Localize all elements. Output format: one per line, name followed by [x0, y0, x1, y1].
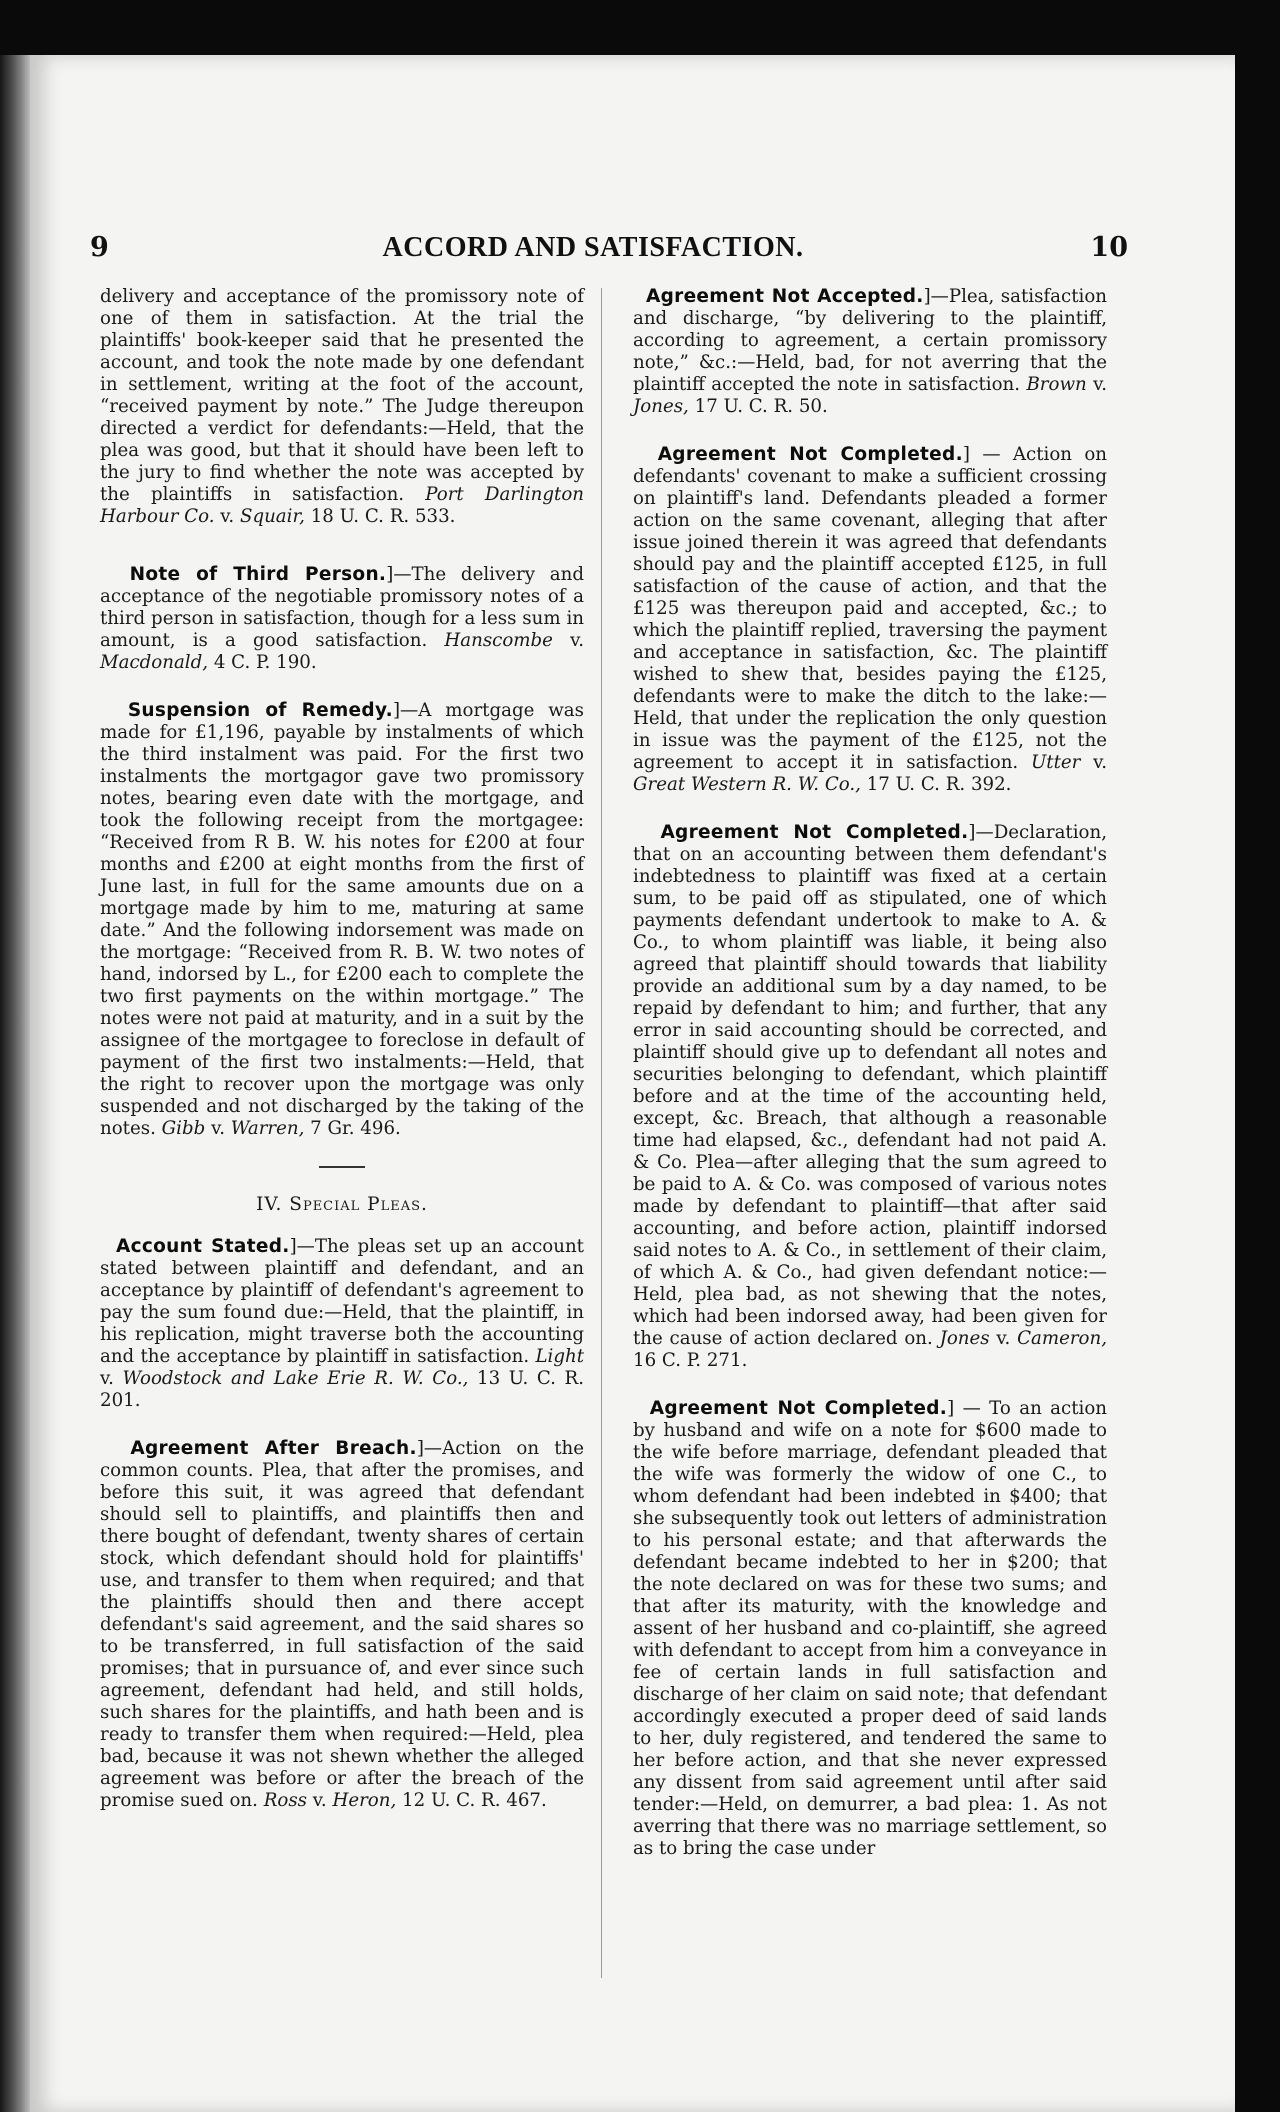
entry-account-stated [100, 1236, 584, 1412]
case-name: Hanscombe [444, 630, 553, 651]
entry-text: ]—The delivery and acceptance of the negotiable promissory notes of a third person in satisfaction, though for a less sum in amount, is a good satisfaction. [100, 564, 584, 651]
case-name: Ross [263, 1790, 308, 1811]
page-number-left: 9 [90, 232, 109, 263]
case-name-2: Macdonald, [100, 652, 209, 673]
citation: 12 U. C. R. 467. [396, 1790, 547, 1811]
right-column [633, 286, 1107, 1886]
citation: 4 C. P. 190. [208, 652, 317, 673]
running-header [58, 232, 1128, 272]
case-v: v. [989, 1328, 1018, 1349]
case-v: v. [205, 1118, 231, 1139]
case-name-2: Heron, [332, 1790, 397, 1811]
section-rule [319, 1166, 365, 1168]
case-name: Utter [1030, 752, 1081, 773]
citation: 17 U. C. R. 392. [860, 774, 1012, 795]
entry-text: ]—Action on the common counts. Plea, that after the promises, and before this suit, it was agreed that defendant should sell to plaintiffs, and plaintiffs then and there bought of defendant, twenty shares of certain stock, which defendant should hold for plaintiffs' use, and transfer to them when required; and that the plaintiffs should then and there accept defendant's said agreement, and the said shares so to be transferred, in full satisfaction of the said promises; that in pursuance of, and ever since such agreement, defendant had held, and still holds, such shares for the plaintiffs, and hath been and is ready to transfer them when required:—Held, plea bad, because it was not shewn whether the alleged agreement was before or after the breach of the promise sued on. [100, 1438, 584, 1811]
left-column [100, 286, 584, 1838]
entry-agreement-after-breach [100, 1438, 584, 1812]
column-divider [601, 288, 602, 1978]
case-v: v. [100, 1368, 123, 1389]
entry-agreement-not-completed-2 [633, 822, 1107, 1372]
case-name-2: Woodstock and Lake Erie R. W. Co., [122, 1368, 469, 1389]
citation: 7 Gr. 496. [304, 1118, 401, 1139]
case-name-2: Warren, [230, 1118, 305, 1139]
entry-heading: Account Stated. [115, 1236, 290, 1257]
case-name: Gibb [161, 1118, 206, 1139]
entry-text: ]—The pleas set up an account stated between plaintiff and defendant, and an acceptance by plaintiff of defendant's agreement to pay the sum found due:—Held, that the plaintiff, in his replication, might traverse both the accounting and the acceptance by plaintiff in satisfaction. [100, 1236, 584, 1367]
citation: 16 C. P. 271. [633, 1350, 748, 1371]
entry-heading: Agreement Not Completed. [657, 444, 963, 465]
entry-agreement-not-accepted [633, 286, 1107, 418]
entry-suspension-of-remedy [100, 700, 584, 1140]
scan-border [1235, 55, 1280, 2112]
case-v: v. [307, 1790, 333, 1811]
entry-heading: Agreement After Breach. [130, 1438, 417, 1459]
entry-heading: Suspension of Remedy. [127, 700, 393, 721]
entry-text: ]—A mortgage was made for £1,196, payable by instalments of which the third instalment was paid. For the first two instalments the mortgagor gave two promissory notes, bearing even date with the mortgage, and took the following receipt from the mortgagee: “Received from R B. W. his notes for £200 at four months and £200 at eight months from the first of June last, in full for the same amounts due on a mortgage made by him to me, maturing at same date.” And the following indorsement was made on the mortgage: “Received from R. B. W. two notes of hand, indorsed by L., for £200 each to complete the two first payments on the within mortgage.” The notes were not paid at maturity, and in a suit by the assignee of the mortgagee to foreclose in default of payment of the first two instalments:—Held, that the right to recover upon the mortgage was only suspended and not discharged by the taking of the notes. [100, 700, 584, 1139]
case-name: Brown [1026, 374, 1087, 395]
case-v: v. [1086, 374, 1107, 395]
page-number-right: 10 [1090, 232, 1128, 263]
case-name: Light [535, 1346, 584, 1367]
case-name: Jones [939, 1328, 990, 1349]
case-name: Port Darlington Harbour Co. [100, 484, 584, 527]
case-v: v. [1080, 752, 1107, 773]
section-title: IV. Special Pleas. [256, 1194, 428, 1215]
entry-text: delivery and acceptance of the promissory note of one of them in satisfaction. At the trial the plaintiffs' book-keeper said that he presented the account, and took the note made by one defendant in settlement, writing at the foot of the account, “received payment by note.” The Judge thereupon directed a verdict for defendants:—Held, that the plea was good, but that it should have been left to the jury to find whether the note was accepted by the plaintiffs in satisfaction. [100, 286, 584, 505]
case-name-2: Great Western R. W. Co., [633, 774, 861, 795]
case-v: v. [214, 506, 240, 527]
entry-text: ] — Action on defendants' covenant to make a sufficient crossing on plaintiff's land. Defendants pleaded a former action on the same covenant, alleging that after issue joined therein it was agreed that defendants should pay and the plaintiff accepted £125, in full satisfaction of the cause of action, and that the £125 was thereupon paid and accepted, &c.; to which the plaintiff replied, traversing the payment and acceptance in satisfaction, &c. The plaintiff wished to shew that, besides paying the £125, defendants were to make the ditch to the lake:—Held, that under the replication the only question in issue was the payment of the £125, not the agreement to accept it in satisfaction. [633, 444, 1107, 773]
running-title: ACCORD AND SATISFACTION. [382, 232, 804, 263]
book-spine [0, 55, 30, 2112]
entry-agreement-not-completed-3 [633, 1398, 1107, 1860]
entry-continued [100, 286, 584, 528]
case-name-2: Squair, [239, 506, 305, 527]
citation: 13 U. C. R. 201. [100, 1368, 585, 1411]
case-name-2: Cameron, [1017, 1328, 1107, 1349]
entry-heading: Agreement Not Completed. [660, 822, 969, 843]
citation: 18 U. C. R. 533. [304, 506, 456, 527]
entry-heading: Agreement Not Accepted. [646, 286, 924, 307]
entry-text: ]—Declaration, that on an accounting between them defendant's indebtedness to plaintiff was fixed at a certain sum, to be paid off as stipulated, one of which payments defendant undertook to make to A. & Co., to whom plaintiff was liable, it being also agreed that plaintiff should towards that liability provide an additional sum by a day named, to be repaid by defendant to him; and further, that any error in said accounting should be corrected, and plaintiff should give up to defendant all notes and securities belonging to defendant, which plaintiff before and at the time of the accounting held, except, &c. Breach, that although a reasonable time had elapsed, &c., defendant had not paid A. & Co. Plea—after alleging that the sum agreed to be paid to A. & Co. was composed of various notes made by defendant to plaintiff—that after said accounting, and before action, plaintiff indorsed said notes to A. & Co., in settlement of their claim, of which A. & Co., had given defendant notice:—Held, plea bad, as not shewing that the notes, which had been indorsed away, had been given for the cause of action declared on. [633, 822, 1107, 1349]
entry-text: ] — To an action by husband and wife on a note for $600 made to the wife before marriage, defendant pleaded that the wife was formerly the widow of one C., to whom defendant had been indebted in $400; that she subsequently took out letters of administration to his personal estate; and that afterwards the defendant became indebted to her in $200; that the note declared on was for these two sums; and that after its maturity, with the knowledge and assent of her husband and co-plaintiff, she agreed with defendant to accept from him a conveyance in fee of certain lands in full satisfaction and discharge of her claim on said note; that defendant accordingly executed a proper deed of said lands to her, duly registered, and tendered the same to her before action, and that she never expressed any dissent from said agreement until after said tender:—Held, on demurrer, a bad plea: 1. As not averring that there was no marriage settlement, so as to bring the case under [633, 1398, 1107, 1859]
entry-heading: Agreement Not Completed. [649, 1398, 948, 1419]
case-v: v. [552, 630, 584, 651]
entry-text: ]—Plea, satisfaction and discharge, “by delivering to the plaintiff, according to agreement, a certain promissory note,” &c.:—Held, bad, for not averring that the plaintiff accepted the note in satisfaction. [633, 286, 1107, 395]
case-name-2: Jones, [633, 396, 689, 417]
entry-heading: Note of Third Person. [129, 564, 387, 585]
entry-agreement-not-completed-1 [633, 444, 1107, 796]
entry-note-third-person [100, 564, 584, 674]
citation: 17 U. C. R. 50. [688, 396, 828, 417]
